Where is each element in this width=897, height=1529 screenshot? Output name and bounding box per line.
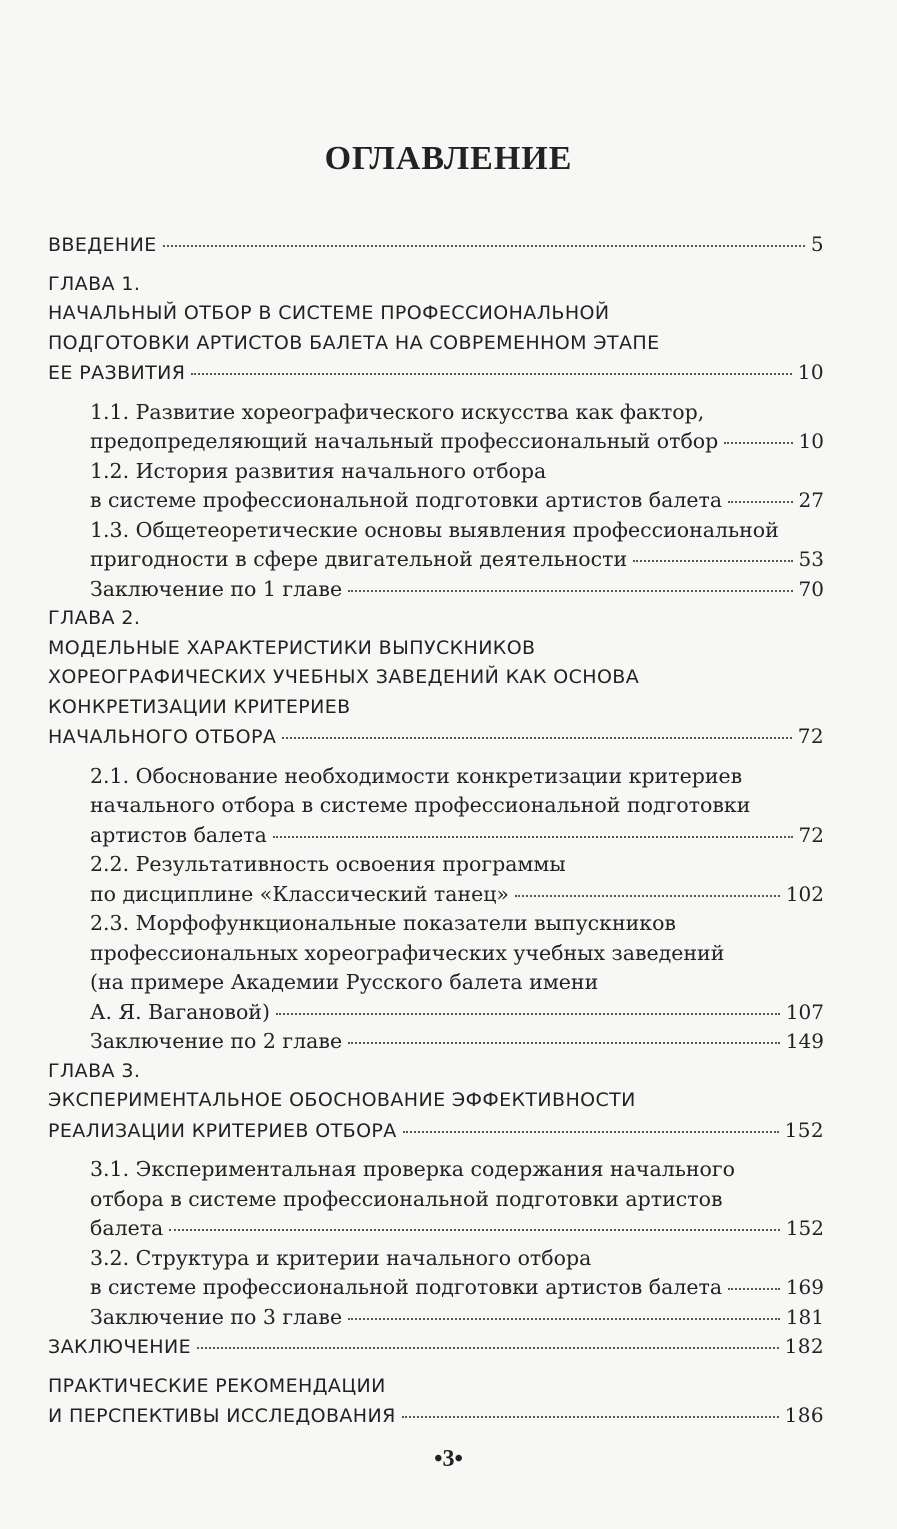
toc-entry-text: артистов балета — [90, 822, 267, 847]
toc-entry-chapter-1[interactable] — [48, 270, 824, 389]
toc-entry-line: 3.1. Экспериментальная проверка содержания начального — [90, 1157, 735, 1181]
toc-page-number: 53 — [798, 547, 824, 571]
toc-entry-text: в системе профессиональной подготовки артистов балета — [90, 488, 723, 512]
page-number: •3• — [434, 1446, 463, 1472]
toc-entry-recommendations[interactable] — [48, 1372, 824, 1432]
toc-entry-line: ГЛАВА 3. — [48, 1059, 141, 1082]
toc-entry-text: Заключение по 1 главе — [90, 576, 343, 601]
dot-leader — [348, 1042, 780, 1044]
toc-entry-text: РЕАЛИЗАЦИИ КРИТЕРИЕВ ОТБОРА — [48, 1119, 397, 1142]
dot-leader — [403, 1131, 779, 1133]
toc-page-number: 186 — [784, 1403, 824, 1427]
toc-page-number: 5 — [810, 232, 824, 256]
toc-entry-line: 1.3. Общетеоретические основы выявления профессиональной — [90, 517, 779, 542]
dot-leader — [191, 373, 791, 375]
toc-entry-line: ПРАКТИЧЕСКИЕ РЕКОМЕНДАЦИИ — [48, 1374, 386, 1397]
toc-entry-line: МОДЕЛЬНЫЕ ХАРАКТЕРИСТИКИ ВЫПУСКНИКОВ — [48, 636, 536, 659]
toc-entry-text: ВВЕДЕНИЕ — [48, 234, 157, 256]
toc-entry-line: ЭКСПЕРИМЕНТАЛЬНОЕ ОБОСНОВАНИЕ ЭФФЕКТИВНОСТИ — [48, 1089, 636, 1111]
toc-entry-line: КОНКРЕТИЗАЦИИ КРИТЕРИЕВ — [48, 695, 351, 718]
toc-entry-line: ГЛАВА 2. — [48, 607, 141, 629]
toc-entry-text: в системе профессиональной подготовки артистов балета — [90, 1275, 723, 1299]
toc-entry-line: 2.2. Результативность освоения программы — [90, 852, 566, 876]
dot-leader — [633, 560, 792, 562]
toc-entry-section-3-1[interactable] — [48, 1155, 824, 1244]
toc-page-number: 181 — [785, 1304, 824, 1329]
toc-entry-chapter-3[interactable] — [48, 1057, 824, 1147]
toc-page-number: 70 — [798, 576, 824, 601]
toc-page-number: 10 — [798, 429, 824, 453]
dot-leader — [724, 442, 792, 444]
toc-page-number: 72 — [798, 822, 824, 847]
toc-page-number: 102 — [785, 881, 824, 906]
toc-entry-line: отбора в системе профессиональной подготовки артистов — [90, 1186, 723, 1211]
toc-entry-line: 2.1. Обоснование необходимости конкретизации критериев — [90, 763, 743, 788]
toc-entry-section-1-2[interactable] — [48, 457, 824, 516]
dot-leader — [728, 501, 792, 503]
toc-entry-text: НАЧАЛЬНОГО ОТБОРА — [48, 726, 277, 748]
toc-page-number: 152 — [785, 1216, 824, 1240]
toc-entry-line: (на примере Академии Русского балета имени — [90, 970, 599, 994]
toc-entry-conclusion-3[interactable] — [48, 1303, 824, 1333]
toc-page-number: 72 — [797, 724, 824, 748]
dot-leader — [282, 737, 791, 739]
toc-page-number: 10 — [797, 360, 824, 384]
toc-entry-line: 1.2. История развития начального отбора — [90, 458, 547, 483]
dot-leader — [197, 1347, 779, 1349]
toc-entry-section-2-3[interactable] — [48, 909, 824, 1027]
toc-entry-text: Заключение по 3 главе — [90, 1304, 343, 1329]
toc-entry-line: ХОРЕОГРАФИЧЕСКИХ УЧЕБНЫХ ЗАВЕДЕНИЙ КАК ОСНОВА — [48, 666, 640, 688]
toc-entry-introduction[interactable] — [48, 230, 824, 261]
toc-entry-conclusion-2[interactable] — [48, 1027, 824, 1057]
dot-leader — [402, 1416, 779, 1418]
toc-entry-section-2-2[interactable] — [48, 850, 824, 909]
toc-page-number: 169 — [785, 1275, 824, 1299]
toc-entry-text: предопределяющий начальный профессиональный отбор — [90, 429, 719, 453]
toc-page-number: 27 — [798, 488, 824, 512]
toc-entry-line: начального отбора в системе профессиональной подготовки — [90, 793, 751, 817]
toc-entry-line: ПОДГОТОВКИ АРТИСТОВ БАЛЕТА НА СОВРЕМЕННОМ ЭТАПЕ — [48, 331, 660, 354]
toc-entry-text: И ПЕРСПЕКТИВЫ ИССЛЕДОВАНИЯ — [48, 1405, 396, 1427]
toc-entry-text: по дисциплине «Классический танец» — [90, 881, 509, 906]
dot-leader — [348, 590, 792, 592]
toc-entry-text: ЗАКЛЮЧЕНИЕ — [48, 1336, 192, 1358]
dot-leader — [163, 245, 805, 247]
toc-entry-section-2-1[interactable] — [48, 762, 824, 851]
toc-entry-line: 3.2. Структура и критерии начального отбора — [90, 1245, 592, 1270]
toc-page-number: 152 — [784, 1117, 824, 1142]
toc-entry-line: НАЧАЛЬНЫЙ ОТБОР В СИСТЕМЕ ПРОФЕССИОНАЛЬНОЙ — [48, 302, 610, 324]
toc-entry-line: 2.3. Морфофункциональные показатели выпускников — [90, 911, 676, 935]
toc-entry-text: балета — [90, 1216, 164, 1240]
toc-entry-section-3-2[interactable] — [48, 1244, 824, 1303]
toc-entry-text: пригодности в сфере двигательной деятельности — [90, 547, 628, 571]
toc-entry-section-1-3[interactable] — [48, 516, 824, 575]
dot-leader — [273, 836, 793, 838]
dot-leader — [169, 1229, 780, 1231]
dot-leader — [515, 895, 780, 897]
dot-leader — [728, 1288, 780, 1290]
toc-entry-text: А. Я. Вагановой) — [90, 999, 270, 1024]
toc-entry-line: профессиональных хореографических учебных заведений — [90, 940, 725, 965]
toc-page-number: 107 — [785, 999, 824, 1024]
toc-entry-text: ЕЕ РАЗВИТИЯ — [48, 362, 186, 384]
dot-leader — [276, 1013, 780, 1015]
toc-entry-line: ГЛАВА 1. — [48, 272, 141, 295]
toc-entry-conclusion-1[interactable] — [48, 575, 824, 605]
table-of-contents — [48, 230, 824, 1432]
toc-entry-text: Заключение по 2 главе — [90, 1029, 343, 1053]
toc-entry-line: 1.1. Развитие хореографического искусства как фактор, — [90, 399, 705, 424]
toc-entry-section-1-1[interactable] — [48, 398, 824, 457]
toc-page-number: 182 — [784, 1334, 824, 1358]
toc-entry-final-conclusion[interactable] — [48, 1332, 824, 1363]
dot-leader — [348, 1318, 780, 1320]
page-title: ОГЛАВЛЕНИЕ — [324, 140, 573, 177]
toc-entry-chapter-2[interactable] — [48, 604, 824, 753]
toc-page-number: 149 — [785, 1029, 824, 1053]
